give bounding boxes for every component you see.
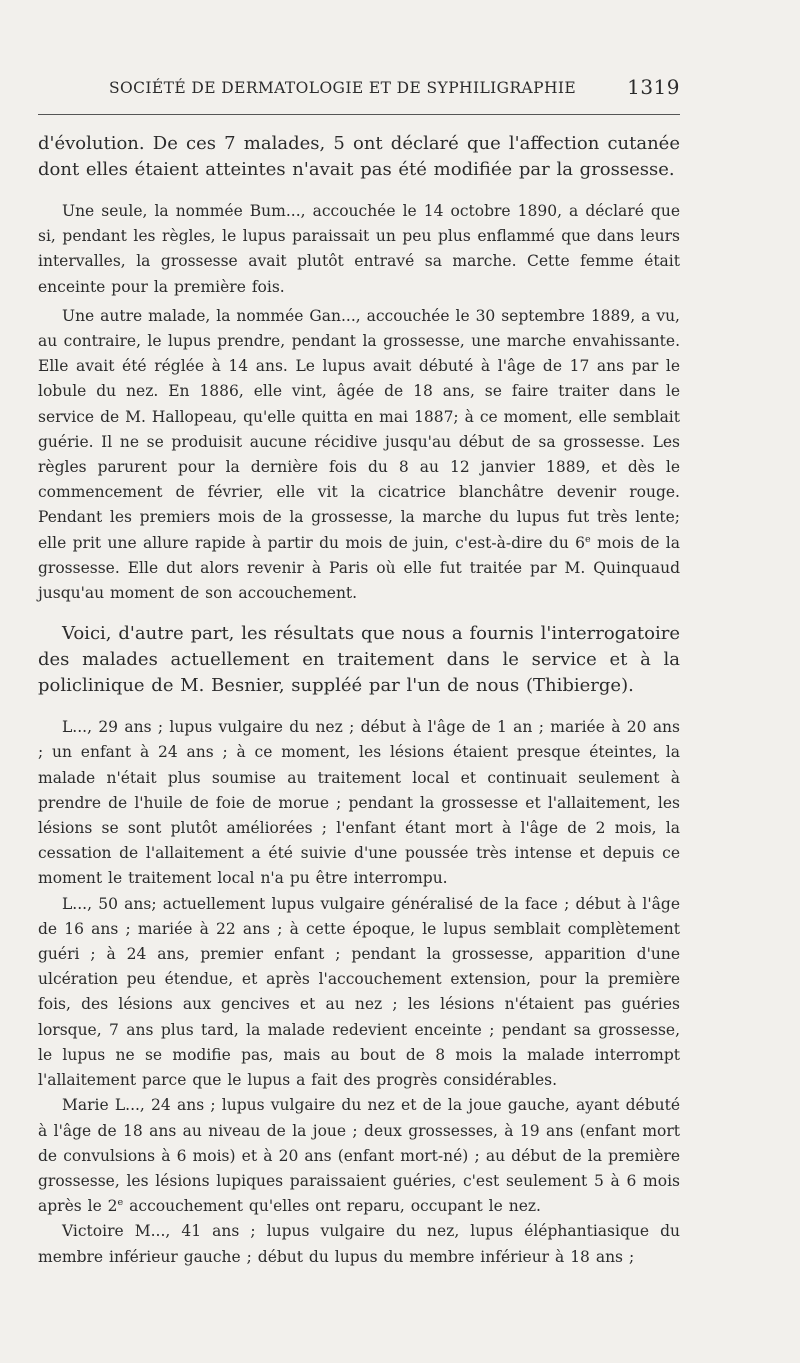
paragraph-case-marie-l bbox=[38, 1093, 680, 1219]
paragraph-intro-results: Voici, d'autre part, les résultats que nous a fournis l'interrogatoire des malades actuellement en traitement dans le service et à la policlinique de M. Besnier, suppléé par l'un de nous (Thibierge). bbox=[38, 623, 680, 697]
paragraph-case-gan-part2: mois de la grossesse. Elle dut alors revenir à Paris où elle fut traitée par M. Quinquaud jusqu'au moment de son accouchement. bbox=[38, 533, 680, 603]
page-number: 1319 bbox=[627, 75, 680, 99]
paragraph-case-l-50: L..., 50 ans; actuellement lupus vulgaire généralisé de la face ; début à l'âge de 16 ans ; mariée à 22 ans ; à cette époque, le lupus semblait complètement guéri ; à 24 ans, premier enfant ; pendant la grossesse, apparition d'une ulcération peu étendue, et après l'accouchement extension, pour la première fois, des lésions aux gencives et au nez ; les lésions n'étaient pas guéries lorsque, 7 ans plus tard, la malade redevient enceinte ; pendant sa grossesse, le lupus ne se modifie pas, mais au bout de 8 mois la malade interrompt l'allaitement parce que le lupus a fait des progrès considérables. bbox=[38, 894, 680, 1090]
paragraph-case-gan bbox=[38, 304, 680, 606]
paragraph-case-gan-part1: Une autre malade, la nommée Gan..., accouchée le 30 septembre 1889, a vu, au contraire, le lupus prendre, pendant la grossesse, une marche envahissante. Elle avait été réglée à 14 ans. Le lupus avait débuté à l'âge de 17 ans par le lobule du nez. En 1886, elle vint, âgée de 18 ans, se faire traiter dans le service de M. Hallopeau, qu'elle quitta en mai 1887; à ce moment, elle semblait guérie. Il ne se produisit aucune récidive jusqu'au début de sa grossesse. Les règles parurent pour la dernière fois du 8 au 12 janvier 1889, et dès le commencement de février, elle vit la cicatrice blanchâtre devenir rouge. Pendant les premiers mois de la grossesse, la marche du lupus fut très lente; elle prit une allure rapide à partir du mois de juin, c'est-à-dire du 6 bbox=[38, 306, 680, 552]
running-title: SOCIÉTÉ DE DERMATOLOGIE ET DE SYPHILIGRAPHIE bbox=[109, 79, 577, 97]
header-rule bbox=[38, 114, 680, 115]
paragraph-case-victoire-m: Victoire M..., 41 ans ; lupus vulgaire du nez, lupus éléphantiasique du membre inférieur gauche ; début du lupus du membre inférieur à 18 ans ; bbox=[38, 1222, 680, 1266]
body-text bbox=[38, 131, 680, 1270]
paragraph-case-marie-l-part1: Marie L..., 24 ans ; lupus vulgaire du nez et de la joue gauche, ayant débuté à l'âge de 18 ans au niveau de la joue ; deux grossesses, à 19 ans (enfant mort de convulsions à 6 mois) et à 20 ans (enfant mort-né) ; au début de la première grossesse, les lésions lupiques paraissaient guéries, c'est seulement 5 à 6 mois après le 2 bbox=[38, 1096, 680, 1216]
running-header bbox=[38, 75, 680, 101]
paragraph-case-marie-l-part2: accouchement qu'elles ont reparu, occupant le nez. bbox=[123, 1197, 541, 1216]
paragraph-case-l-29: L..., 29 ans ; lupus vulgaire du nez ; début à l'âge de 1 an ; mariée à 20 ans ; un enfant à 24 ans ; à ce moment, les lésions étaient presque éteintes, la malade n'était plus soumise au traitement local et continuait seulement à prendre de l'huile de foie de morue ; pendant la grossesse et l'allaitement, les lésions se sont plutôt améliorées ; l'enfant étant mort à l'âge de 2 mois, la cessation de l'allaitement a été suivie d'une poussée très intense et depuis ce moment le traitement local n'a pu être interrompu. bbox=[38, 718, 680, 888]
paragraph-case-bum: Une seule, la nommée Bum..., accouchée le 14 octobre 1890, a déclaré que si, pendant les règles, le lupus paraissait un peu plus enflammé que dans leurs intervalles, la grossesse avait plutôt entravé sa marche. Cette femme était enceinte pour la première fois. bbox=[38, 202, 680, 296]
paragraph-continuation: d'évolution. De ces 7 malades, 5 ont déclaré que l'affection cutanée dont elles étaient atteintes n'avait pas été modifiée par la grossesse. bbox=[38, 133, 680, 180]
superscript-e: e bbox=[585, 533, 591, 545]
superscript-e: e bbox=[117, 1196, 124, 1208]
